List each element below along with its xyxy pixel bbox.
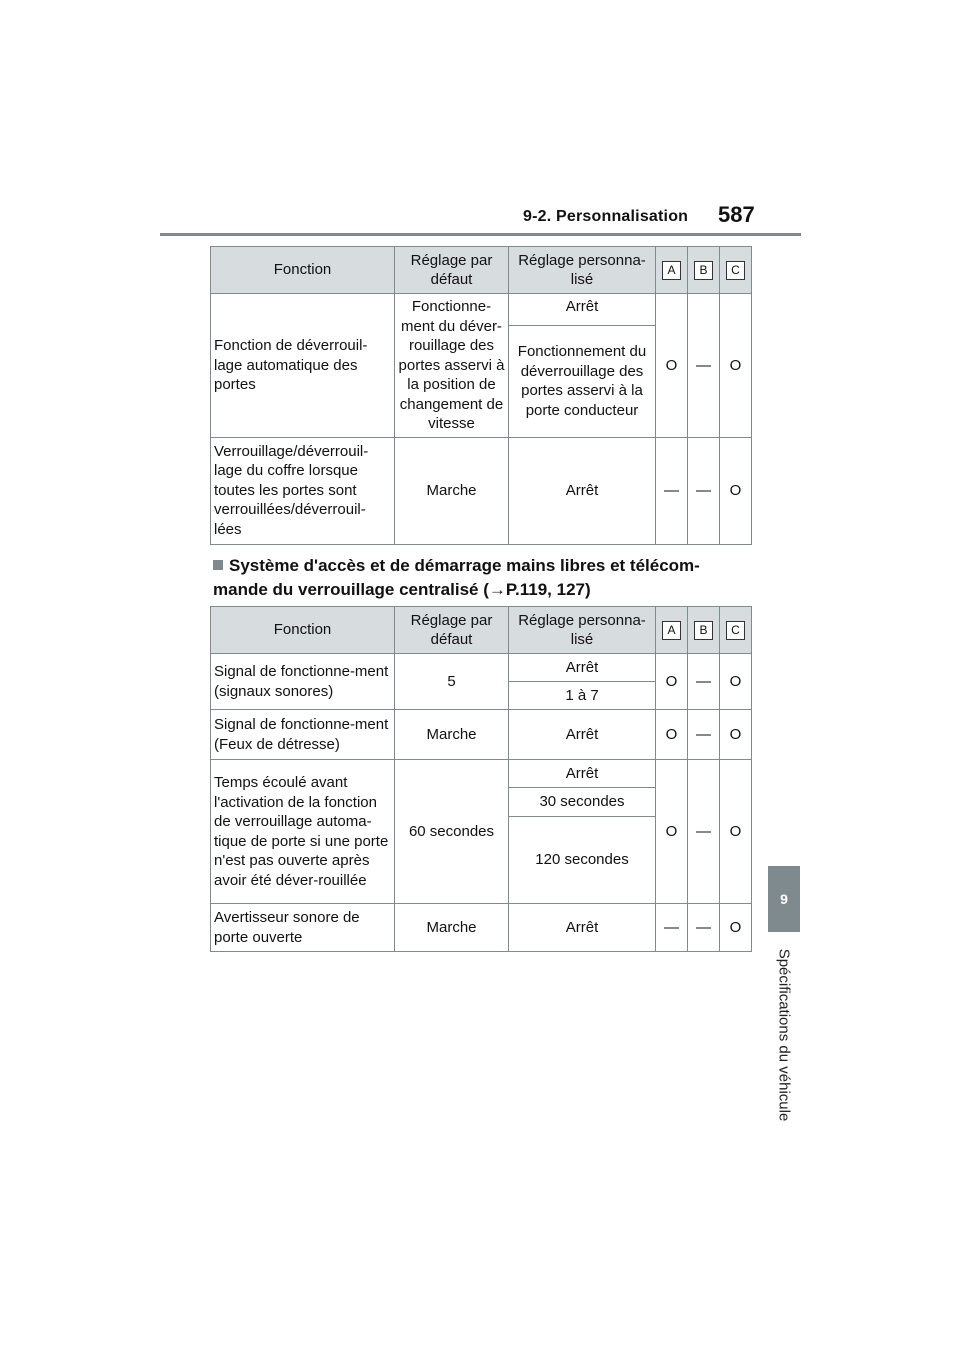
col-header-a	[656, 247, 688, 294]
cell-c: O	[720, 437, 752, 544]
cell-a: —	[656, 904, 688, 952]
cell-a: O	[656, 654, 688, 710]
col-header-default: Réglage par défaut	[395, 247, 509, 294]
box-c: C	[726, 261, 745, 280]
bullet-square-icon	[213, 560, 223, 570]
cell-default: Fonctionne-ment du déver-rouillage des portes asservi à la position de changement de vitesse	[395, 294, 509, 438]
table-row	[211, 760, 752, 788]
box-b: B	[694, 621, 713, 640]
col-header-default: Réglage par défaut	[395, 607, 509, 654]
col-header-c	[720, 247, 752, 294]
cell-c: O	[720, 760, 752, 904]
cell-default: 5	[395, 654, 509, 710]
cell-c: O	[720, 294, 752, 438]
cell-custom: 1 à 7	[509, 682, 656, 710]
table-row	[211, 904, 752, 952]
box-b: B	[694, 261, 713, 280]
col-header-custom: Réglage personna-lisé	[509, 607, 656, 654]
section-heading-text: Système d'accès et de démarrage mains libres et télécom-mande du verrouillage centralisé (→P.119, 127)	[213, 556, 700, 599]
cell-a: O	[656, 760, 688, 904]
col-header-c	[720, 607, 752, 654]
cell-custom: 120 secondes	[509, 817, 656, 904]
cell-fonction: Verrouillage/déverrouil-lage du coffre lorsque toutes les portes sont verrouillées/déverrouil-lées	[211, 437, 395, 544]
header-divider	[160, 233, 801, 236]
cell-b: —	[688, 294, 720, 438]
table-row	[211, 437, 752, 544]
box-a: A	[662, 261, 681, 280]
col-header-a	[656, 607, 688, 654]
col-header-custom: Réglage personna-lisé	[509, 247, 656, 294]
chapter-label: Spécifications du véhicule	[775, 948, 793, 1122]
table-header-row	[211, 607, 752, 654]
cell-custom: 30 secondes	[509, 788, 656, 817]
cell-b: —	[688, 654, 720, 710]
box-c: C	[726, 621, 745, 640]
cell-a: O	[656, 710, 688, 760]
cell-default: 60 secondes	[395, 760, 509, 904]
cell-fonction: Temps écoulé avant l'activation de la fonction de verrouillage automa-tique de porte si une porte n'est pas ouverte après avoir été déver-rouillée	[211, 760, 395, 904]
cell-custom: Arrêt	[509, 710, 656, 760]
cell-a: —	[656, 437, 688, 544]
cell-fonction: Signal de fonctionne-ment (Feux de détresse)	[211, 710, 395, 760]
cell-default: Marche	[395, 710, 509, 760]
cell-default: Marche	[395, 437, 509, 544]
cell-custom: Arrêt	[509, 294, 656, 326]
section-heading	[213, 554, 753, 602]
table-row	[211, 294, 752, 326]
cell-default: Marche	[395, 904, 509, 952]
cell-custom: Arrêt	[509, 760, 656, 788]
table-row	[211, 654, 752, 682]
col-header-fonction: Fonction	[211, 607, 395, 654]
col-header-b	[688, 607, 720, 654]
chapter-number: 9	[780, 891, 788, 907]
cell-fonction: Fonction de déverrouil-lage automatique des portes	[211, 294, 395, 438]
section-title: 9-2. Personnalisation	[523, 208, 689, 225]
cell-fonction: Signal de fonctionne-ment (signaux sonores)	[211, 654, 395, 710]
cell-c: O	[720, 710, 752, 760]
col-header-b	[688, 247, 720, 294]
cell-custom: Arrêt	[509, 654, 656, 682]
chapter-tab[interactable]	[768, 866, 800, 932]
page-number: 587	[718, 202, 755, 227]
cell-a: O	[656, 294, 688, 438]
cell-c: O	[720, 654, 752, 710]
cell-b: —	[688, 437, 720, 544]
settings-table-smart-key	[210, 606, 752, 952]
cell-custom: Fonctionnement du déverrouillage des portes asservi à la porte conducteur	[509, 325, 656, 437]
cell-custom: Arrêt	[509, 437, 656, 544]
table-header-row	[211, 247, 752, 294]
cell-c: O	[720, 904, 752, 952]
table-row	[211, 710, 752, 760]
box-a: A	[662, 621, 681, 640]
cell-custom: Arrêt	[509, 904, 656, 952]
col-header-fonction: Fonction	[211, 247, 395, 294]
settings-table-doors	[210, 246, 752, 545]
cell-b: —	[688, 904, 720, 952]
cell-b: —	[688, 760, 720, 904]
cell-fonction: Avertisseur sonore de porte ouverte	[211, 904, 395, 952]
cell-b: —	[688, 710, 720, 760]
